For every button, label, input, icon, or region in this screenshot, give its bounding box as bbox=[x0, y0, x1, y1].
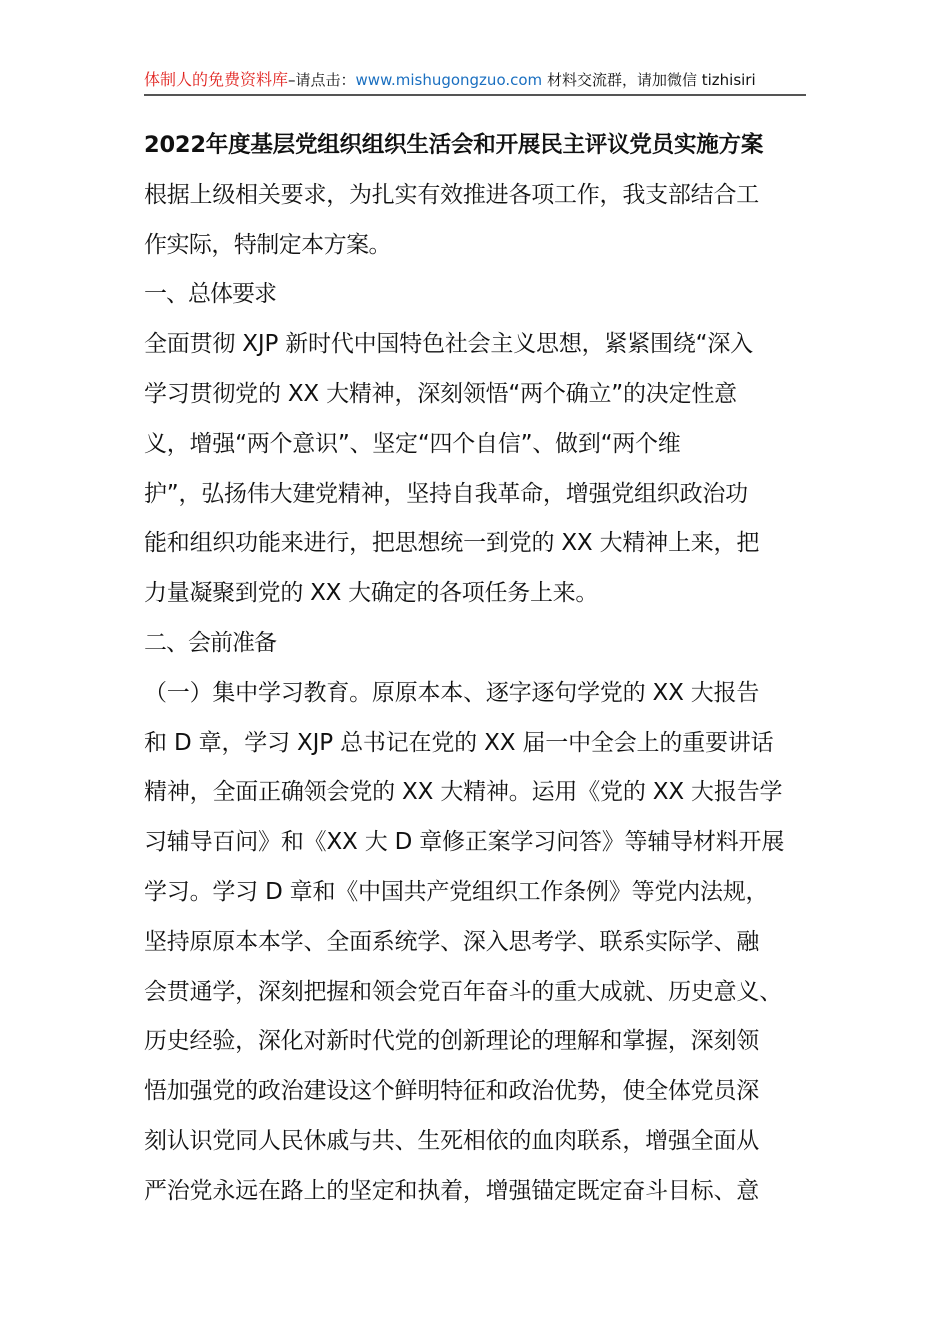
document-title: 2022年度基层党组织组织生活会和开展民主评议党员实施方案 bbox=[144, 132, 764, 158]
paragraph-line: 精神，全面正确领会党的 XX 大精神。运用《党的 XX 大报告学 bbox=[144, 779, 783, 806]
paragraph-line: 义，增强“两个意识”、坚定“四个自信”、做到“两个维 bbox=[144, 430, 681, 457]
paragraph-line: 护”，弘扬伟大建党精神，坚持自我革命，增强党组织政治功 bbox=[144, 480, 748, 507]
paragraph-line: 二、会前准备 bbox=[144, 629, 276, 656]
paragraph-line: 力量凝聚到党的 XX 大确定的各项任务上来。 bbox=[144, 580, 599, 607]
header-prompt: –请点击： bbox=[288, 71, 356, 89]
document-body bbox=[144, 121, 814, 1217]
paragraph-line: 一、总体要求 bbox=[144, 281, 276, 308]
paragraph-line: 历史经验，深化对新时代党的创新理论的理解和掌握，深刻领 bbox=[144, 1028, 760, 1055]
paragraph-line: 能和组织功能来进行，把思想统一到党的 XX 大精神上来，把 bbox=[144, 530, 760, 557]
paragraph-line: 和 D 章，学习 XJP 总书记在党的 XX 届一中全会上的重要讲话 bbox=[144, 729, 774, 756]
paragraph-line: 坚持原原本本学、全面系统学、深入思考学、联系实际学、融 bbox=[144, 928, 760, 955]
paragraph-line: （一）集中学习教育。原原本本、逐字逐句学党的 XX 大报告 bbox=[144, 679, 760, 706]
page-header-banner bbox=[144, 68, 806, 96]
paragraph-line: 学习。学习 D 章和《中国共产党组织工作条例》等党内法规， bbox=[144, 878, 769, 905]
paragraph-line: 学习贯彻党的 XX 大精神，深刻领悟“两个确立”的决定性意 bbox=[144, 380, 737, 407]
header-note: 材料交流群，请加微信 tizhisiri bbox=[546, 71, 756, 89]
paragraph-line: 刻认识党同人民休戚与共、生死相依的血肉联系，增强全面从 bbox=[144, 1127, 760, 1154]
paragraph-line: 全面贯彻 XJP 新时代中国特色社会主义思想，紧紧围绕“深入 bbox=[144, 331, 753, 358]
paragraph-line: 会贯通学，深刻把握和领会党百年奋斗的重大成就、历史意义、 bbox=[144, 978, 783, 1005]
paragraph-line: 严治党永远在路上的坚定和执着，增强锚定既定奋斗目标、意 bbox=[144, 1177, 760, 1204]
site-url-link[interactable]: www.mishugongzuo.com bbox=[355, 71, 543, 89]
site-name: 体制人的免费资料库 bbox=[144, 70, 289, 89]
paragraph-line: 根据上级相关要求，为扎实有效推进各项工作，我支部结合工 bbox=[144, 181, 760, 208]
paragraph-line: 作实际，特制定本方案。 bbox=[144, 231, 392, 258]
paragraph-line: 悟加强党的政治建设这个鲜明特征和政治优势，使全体党员深 bbox=[144, 1078, 760, 1105]
paragraph-line: 习辅导百问》和《XX 大 D 章修正案学习问答》等辅导材料开展 bbox=[144, 829, 785, 856]
